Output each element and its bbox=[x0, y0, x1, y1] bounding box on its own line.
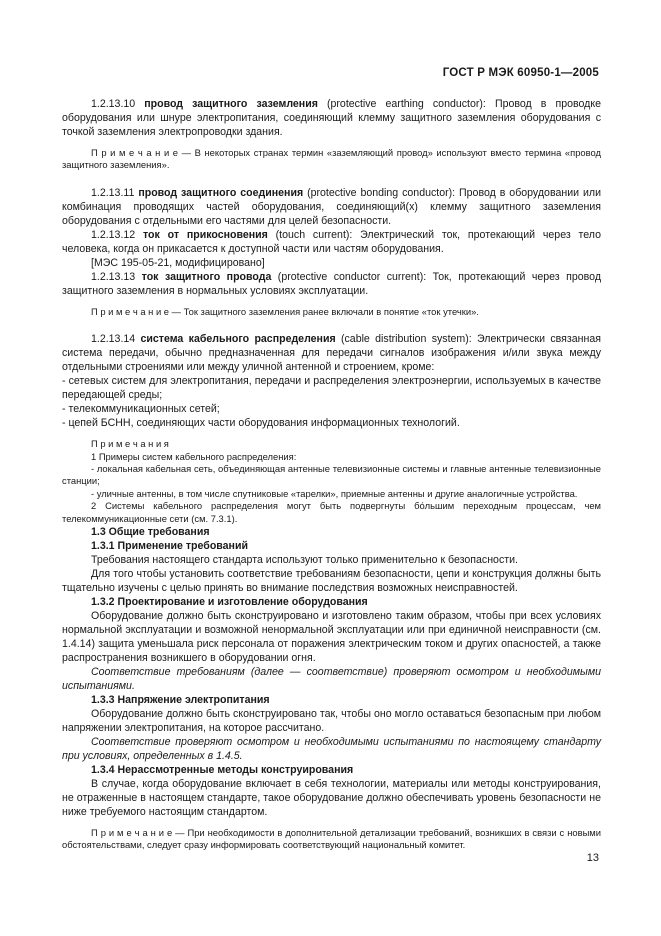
compliance-text: Соответствие требованиям (далее — соответствие) проверяют осмотром и необходимыми испытаниями. bbox=[62, 666, 601, 693]
note-text: — В некоторых странах термин «заземляющий провод» используют вместо термина «провод защитного заземления». bbox=[62, 147, 601, 171]
definition-1-2-13-13 bbox=[62, 270, 601, 298]
section-heading-1-3-3: 1.3.3 Напряжение электропитания bbox=[91, 694, 270, 707]
note-1 bbox=[62, 147, 601, 172]
section-heading-1-3-2: 1.3.2 Проектирование и изготовление оборудования bbox=[91, 596, 368, 609]
list-item: - цепей БСНН, соединяющих части оборудования информационных технологий. bbox=[62, 417, 460, 430]
section-heading-1-3-1: 1.3.1 Применение требований bbox=[91, 540, 248, 553]
clause-number: 1.2.13.12 bbox=[91, 228, 143, 241]
clause-number: 1.2.13.14 bbox=[91, 333, 141, 346]
definition-1-2-13-14 bbox=[62, 332, 601, 374]
page-number: 13 bbox=[586, 852, 599, 864]
clause-number: 1.2.13.10 bbox=[91, 98, 145, 110]
list-item: - телекоммуникационных сетей; bbox=[62, 403, 220, 416]
definition-text: (protective earthing conductor): Провод в проводке оборудования или шнуре электропитания, соединяющий клемму защитного заземления оборудования с точкой заземления электропроводки здания. bbox=[62, 98, 601, 138]
paragraph: Требования настоящего стандарта используют только применительно к безопасности. bbox=[91, 554, 518, 567]
clause-number: 1.2.13.11 bbox=[91, 186, 139, 199]
note-item: 2 Системы кабельного распределения могут быть подвергнуты бо́льшим переходным процессам, чем телекоммуникационные сети (см. 7.3.1). bbox=[62, 500, 601, 524]
paragraph: Оборудование должно быть сконструировано и изготовлено таким образом, чтобы при всех условиях нормальной эксплуатации и возможной ненормальной эксплуатации или при единичной неисправности (см. 1.4.14) защита уменьшала риск персонала от поражения электрическим током и других опасностей, а также распространения возникшего в оборудовании огня. bbox=[62, 610, 601, 665]
reference: [МЭС 195-05-21, модифицировано] bbox=[91, 256, 265, 269]
note-item: 1 Примеры систем кабельного распределения: bbox=[91, 450, 297, 462]
note-item: - локальная кабельная сеть, объединяющая антенные телевизионные системы и главные антенные телевизионные станции; bbox=[62, 463, 601, 487]
list-item: - сетевых систем для электропитания, передачи и распределения электроэнергии, используемых в качестве передающей среды; bbox=[62, 375, 601, 402]
note-label: П р и м е ч а н и е bbox=[91, 147, 179, 158]
clause-number: 1.2.13.13 bbox=[91, 270, 142, 283]
note-text: — Ток защитного заземления ранее включали в понятие «ток утечки». bbox=[169, 305, 479, 317]
page-body bbox=[62, 97, 601, 852]
note-label: П р и м е ч а н и е bbox=[91, 827, 173, 839]
term: провод защитного заземления bbox=[144, 98, 318, 110]
paragraph: Оборудование должно быть сконструировано так, чтобы оно могло оставаться безопасным при любом напряжении электропитания, на которое рассчитано. bbox=[62, 708, 601, 735]
definition-text: (cable distribution system): Электрически связанная система передачи, обычно предназначенная для передачи сигналов изображения и/или звука между отдельными строениями или между уличной антенной и строением, кроме: bbox=[62, 333, 601, 374]
standard-header: ГОСТ Р МЭК 60950-1—2005 bbox=[442, 67, 599, 79]
note-label: П р и м е ч а н и е bbox=[91, 305, 170, 317]
definition-text: (protective conductor current): Ток, протекающий через провод защитного заземления в нормальных условиях эксплуатации. bbox=[62, 270, 602, 297]
definition-text: (protective bonding conductor): Провод в оборудовании или комбинация проводящих частей оборудования, соединяющий(х) клемму защитного заземления оборудования с отдельными его частями для целей безопасности. bbox=[62, 186, 601, 227]
term: система кабельного распределения bbox=[140, 333, 336, 346]
compliance-text: Соответствие проверяют осмотром и необходимыми испытаниями по настоящему стандарту при условиях, определенных в 1.4.5. bbox=[62, 736, 601, 763]
paragraph: Для того чтобы установить соответствие требованиям безопасности, цепи и конструкция должны быть тщательно изучены с целью принять во внимание последствия возможных неисправностей. bbox=[62, 568, 601, 595]
note-text: — При необходимости в дополнительной детализации требований, возникших в связи с новыми обстоятельствами, следует сразу информировать соответствующий национальный комитет. bbox=[62, 827, 601, 851]
note-2 bbox=[62, 306, 601, 318]
section-heading-1-3: 1.3 Общие требования bbox=[91, 526, 210, 539]
note-item: - уличные антенны, в том числе спутниковые «тарелки», приемные антенны и другие аналогичные устройства. bbox=[91, 487, 578, 499]
term: ток от прикосновения bbox=[143, 228, 268, 241]
section-heading-1-3-4: 1.3.4 Нерассмотренные методы конструирования bbox=[91, 764, 354, 777]
term: провод защитного соединения bbox=[138, 186, 304, 199]
paragraph: В случае, когда оборудование включает в себя технологии, материалы или методы конструирования, не отраженные в настоящем стандарте, такое оборудование должно обеспечивать уровень безопасности не ниже требуемого настоящим стандартом. bbox=[62, 778, 601, 819]
definition-1-2-13-12 bbox=[62, 228, 601, 256]
note-4 bbox=[62, 827, 601, 852]
term: ток защитного провода bbox=[141, 270, 272, 283]
definition-1-2-13-10 bbox=[62, 97, 601, 139]
definition-1-2-13-11 bbox=[62, 186, 601, 228]
notes-label: П р и м е ч а н и я bbox=[91, 438, 169, 450]
definition-text: (touch current): Электрический ток, протекающий через тело человека, когда он прикасается к доступной части или частям оборудования. bbox=[62, 228, 601, 255]
